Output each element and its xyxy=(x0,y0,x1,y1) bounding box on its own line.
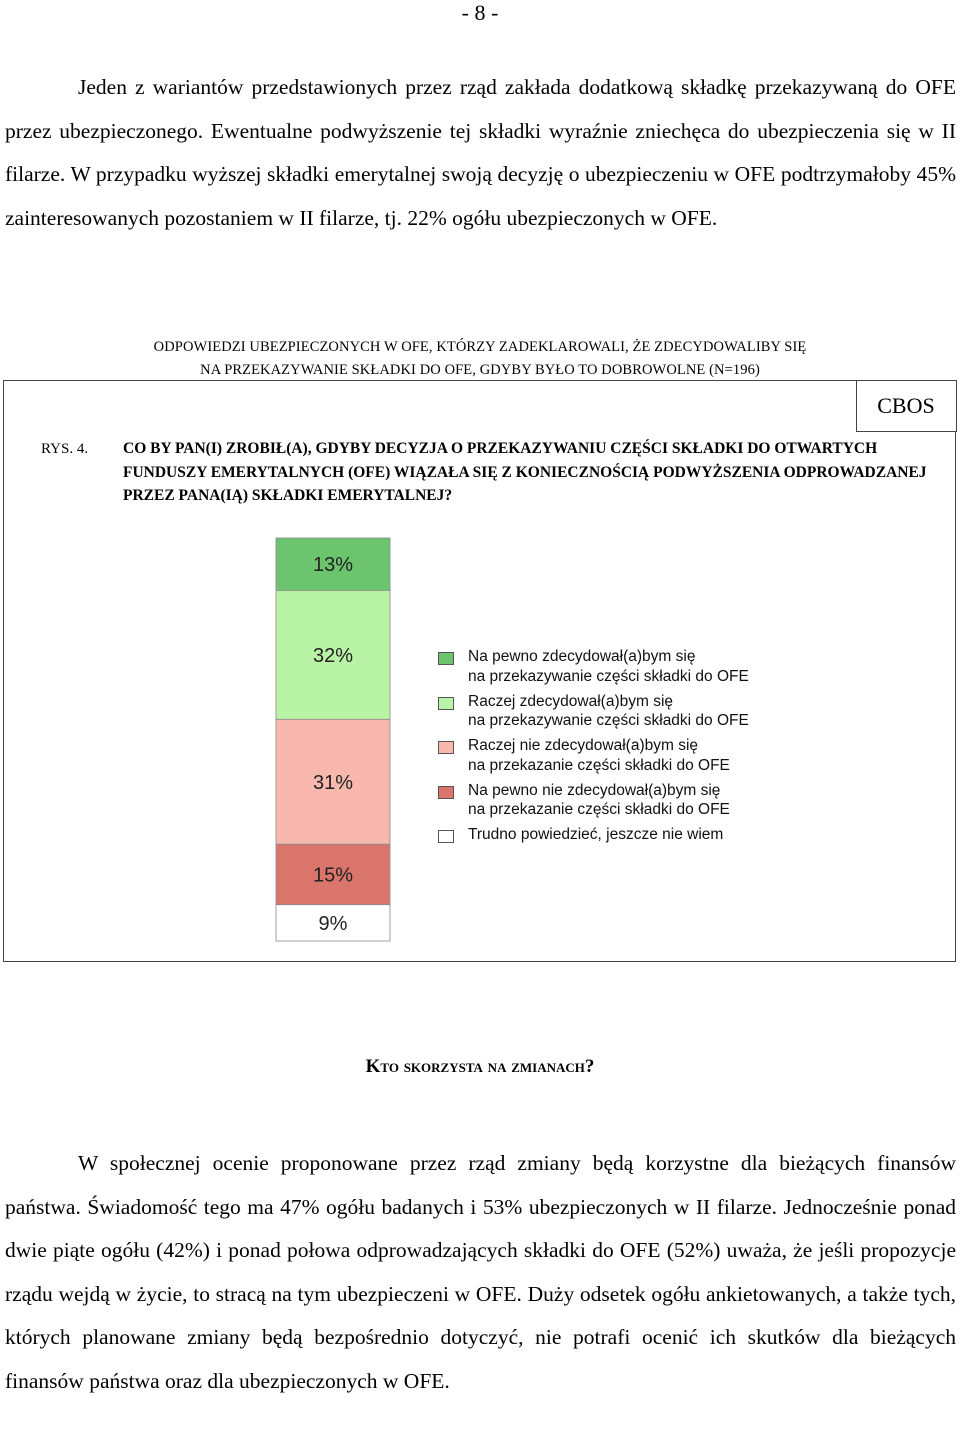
section-title-text: Kto skorzysta na zmianach? xyxy=(365,1056,595,1077)
legend-swatch xyxy=(438,830,454,843)
legend-label: na przekazanie części składki do OFE xyxy=(468,756,730,774)
legend-label: Na pewno zdecydował(a)bym się xyxy=(468,648,696,665)
legend-label: na przekazywanie części składki do OFE xyxy=(468,712,749,729)
stacked-bar-chart xyxy=(4,381,434,961)
legend-label: Raczej zdecydował(a)bym się xyxy=(468,692,674,710)
chart-legend xyxy=(437,647,857,849)
legend-label: Na pewno nie zdecydował(a)bym się xyxy=(468,781,721,799)
section-title xyxy=(0,1054,960,1080)
legend-item-2 xyxy=(437,692,857,737)
legend-item-1 xyxy=(437,647,857,692)
figure-caption-line-1: ODPOWIEDZI UBEZPIECZONYCH W OFE, KTÓRZY ZADEKLAROWALI, ŻE ZDECYDOWALIBY SIĘ xyxy=(153,339,807,355)
legend-label: Trudno powiedzieć, jeszcze nie wiem xyxy=(468,826,724,843)
legend-swatch xyxy=(438,741,454,754)
paragraph-intro xyxy=(5,66,956,240)
source-box: CBOS xyxy=(856,380,957,432)
paragraph-intro-text: Jeden z wariantów przedstawionych przez rząd zakłada dodatkową składkę przekazywaną do OFE przez ubezpieczonego. Ewentualne podwyższenie tej składki wyraźnie zniechęca do ubezpieczenia się w II filarze. W przypadku wyższej składki emerytalnej swoją decyzję o ubezpieczeniu w OFE podtrzymałoby 45% zainteresowanych pozostaniem w II filarze, tj. 22% ogółu ubezpieczonych w OFE. xyxy=(5,75,956,230)
legend-swatch xyxy=(438,652,454,665)
paragraph-body xyxy=(5,1142,956,1403)
legend-item-4 xyxy=(437,781,857,826)
legend-label: na przekazywanie części składki do OFE xyxy=(468,667,749,685)
legend-swatch xyxy=(438,697,454,710)
bar-segment-label-2: 32% xyxy=(312,644,354,667)
legend-label: na przekazanie części składki do OFE xyxy=(468,801,730,818)
chart-frame xyxy=(3,380,956,962)
bar-segment-label-3: 31% xyxy=(312,771,354,794)
figure-label: RYS. 4. xyxy=(41,441,89,457)
survey-question: CO BY PAN(I) ZROBIŁ(A), GDYBY DECYZJA O PRZEKAZYWANIU CZĘŚCI SKŁADKI DO OTWARTYCH FUNDUSZY EMERYTALNYCH (OFE) WIĄZAŁA SIĘ Z KONIECZNOŚCIĄ PODWYŻSZENIA ODPROWADZANEJ PRZEZ PANA(IĄ) SKŁADKI EMERYTALNEJ? xyxy=(123,440,927,504)
legend-label: Raczej nie zdecydował(a)bym się xyxy=(468,737,699,754)
bar-segment-label-4: 15% xyxy=(312,864,354,887)
bar-segment-label-5: 9% xyxy=(318,912,348,935)
page-number: - 8 - xyxy=(461,0,499,25)
figure-caption-line-2: NA PRZEKAZYWANIE SKŁADKI DO OFE, GDYBY BYŁO TO DOBROWOLNE (N=196) xyxy=(200,362,760,378)
legend-swatch xyxy=(438,786,454,799)
legend-item-5 xyxy=(437,825,857,849)
bar-segment-label-1: 13% xyxy=(312,554,354,577)
paragraph-body-text: W społecznej ocenie proponowane przez rząd zmiany będą korzystne dla bieżących finansów państwa. Świadomość tego ma 47% ogółu badanych i 53% ubezpieczonych w II filarze. Jednocześnie ponad dwie piąte ogółu (42%) i ponad połowa odprowadzających składki do OFE (52%) uważa, że jeśli propozycje rządu wejdą w życie, to stracą na tym ubezpieczeni w OFE. Duży odsetek ogółu ankietowanych, a także tych, których planowane zmiany będą bezpośrednio dotyczyć, nie potrafi ocenić ich skutków dla bieżących finansów państwa oraz dla ubezpieczonych w OFE. xyxy=(5,1151,956,1393)
legend-item-3 xyxy=(437,736,857,781)
